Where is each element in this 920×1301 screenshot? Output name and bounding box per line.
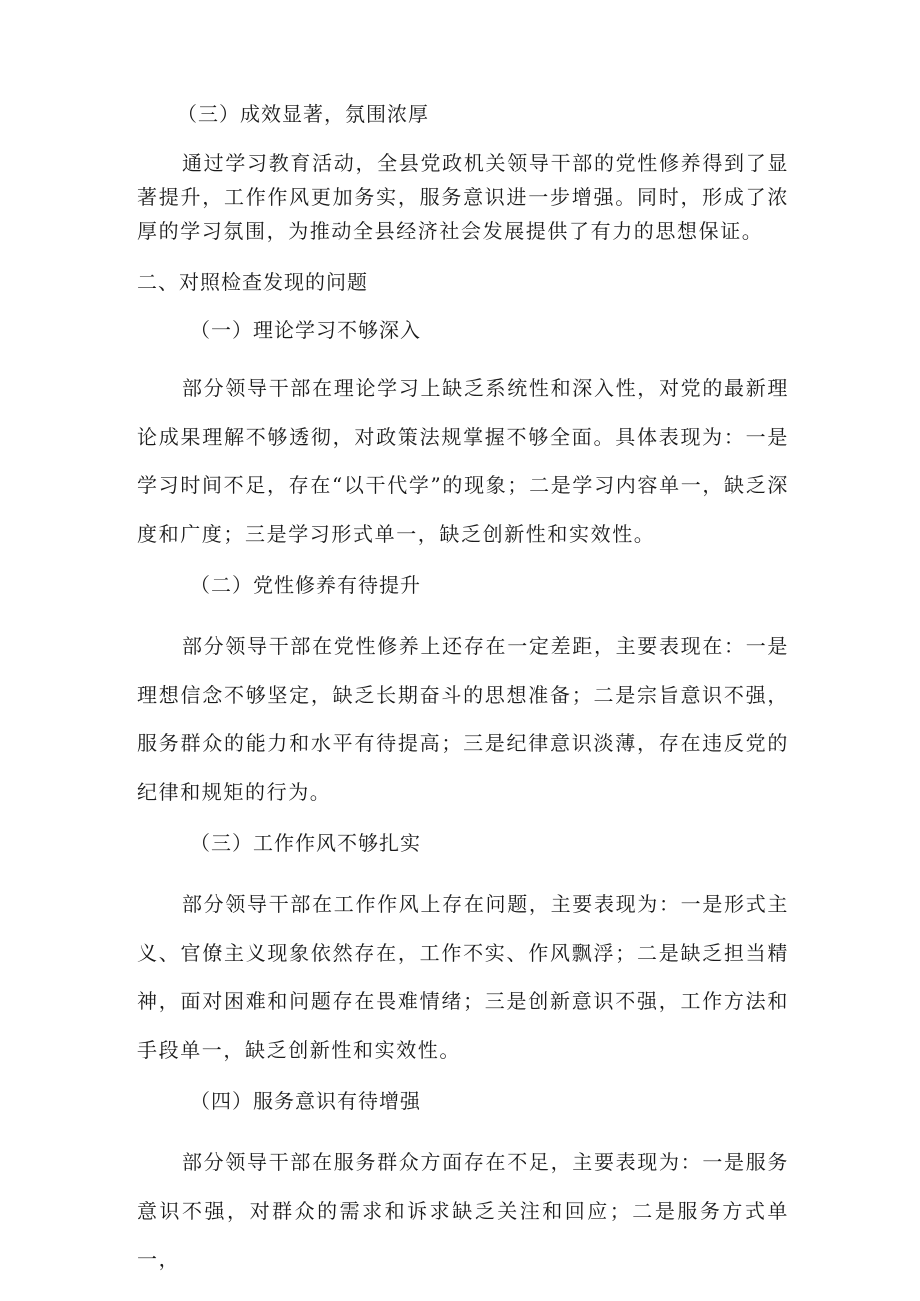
paragraph-achievements: 通过学习教育活动，全县党政机关领导干部的党性修养得到了显著提升，工作作风更加务实，服务意识进一步增强。同时，形成了浓厚的学习氛围，为推动全县经济社会发展提供了有力的思想保证。 (137, 151, 789, 243)
paragraph-theory-study: 部分领导干部在理论学习上缺乏系统性和深入性，对党的最新理论成果理解不够透彻，对政策法规掌握不够全面。具体表现为：一是学习时间不足，存在“以干代学”的现象；二是学习内容单一，缺乏深度和广度；三是学习形式单一，缺乏创新性和实效性。 (137, 376, 789, 546)
section-heading-service-awareness: （四）服务意识有待增强 (190, 1089, 421, 1113)
section-heading-theory-study: （一）理论学习不够深入 (190, 318, 421, 342)
section-heading-work-style: （三）工作作风不够扎实 (190, 831, 421, 855)
section-heading-party-spirit: （二）党性修养有待提升 (190, 573, 421, 597)
section-heading-achievements: （三）成效显著，氛围浓厚 (177, 102, 429, 126)
paragraph-work-style: 部分领导干部在工作作风上存在问题，主要表现为：一是形式主义、官僚主义现象依然存在，工作不实、作风飘浮；二是缺乏担当精神，面对困难和问题存在畏难情绪；三是创新意识不强，工作方法和手段单一，缺乏创新性和实效性。 (137, 892, 789, 1062)
paragraph-party-spirit: 部分领导干部在党性修养上还存在一定差距，主要表现在：一是理想信念不够坚定，缺乏长期奋斗的思想准备；二是宗旨意识不强，服务群众的能力和水平有待提高；三是纪律意识淡薄，存在违反党的纪律和规矩的行为。 (137, 634, 789, 804)
document-page (137, 92, 789, 1284)
paragraph-service-awareness: 部分领导干部在服务群众方面存在不足，主要表现为：一是服务意识不强，对群众的需求和诉求缺乏关注和回应；二是服务方式单一， (137, 1150, 789, 1271)
part-heading-problems: 二、对照检查发现的问题 (137, 270, 368, 294)
